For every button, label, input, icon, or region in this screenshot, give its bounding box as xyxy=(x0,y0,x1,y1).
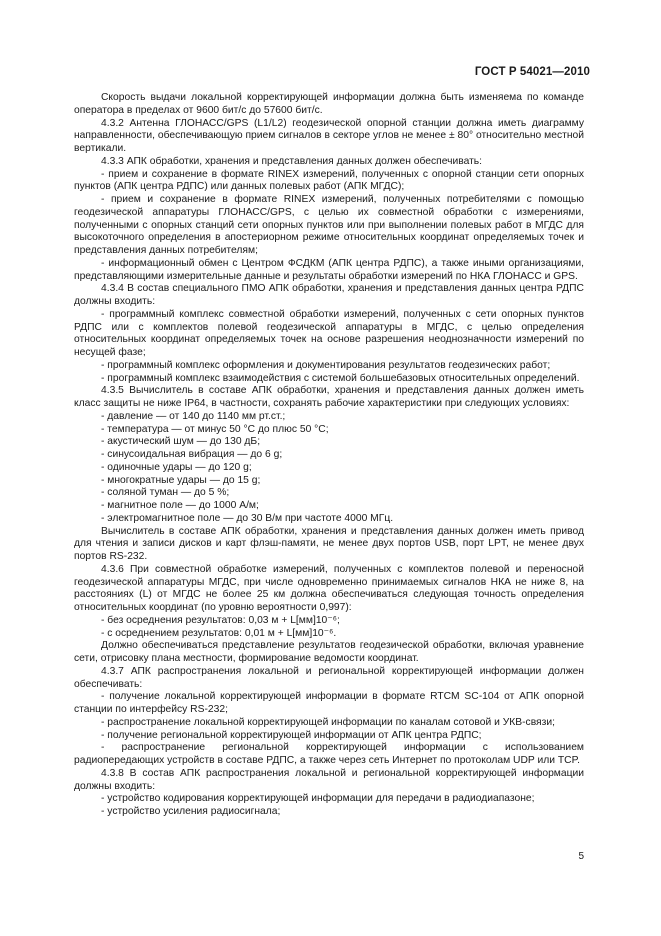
paragraph: Должно обеспечиваться представление результатов геодезической обработки, включая уравнение сети, отрисовку плана местности, формирование ведомости координат. xyxy=(74,640,584,664)
list-item: - соляной туман — до 5 %; xyxy=(101,487,230,499)
list-item: - акустический шум — до 130 дБ; xyxy=(101,436,261,448)
list-item: - прием и сохранение в формате RINEX измерений, полученных потребителями с помощью геодезической аппаратуры ГЛОНАСС/GPS, с целью их совместной обработки с измерениями, полученными с опорных станций сети опорных пунктов или при выполнении полевых работ в МГДС для высокоточного определения в апостериорном режиме относительных координат определяемых точек и представления данных потребителям; xyxy=(74,194,584,256)
paragraph-4-3-2: 4.3.2 Антенна ГЛОНАСС/GPS (L1/L2) геодезической опорной станции должна иметь диаграмму направленности, обеспечивающую прием сигналов в секторе углов не менее ± 80° относительно местной вертикали. xyxy=(74,117,584,154)
list-item: - программный комплекс оформления и документирования результатов геодезических работ; xyxy=(101,359,551,371)
list-item: - устройство кодирования корректирующей информации для передачи в радиодиапазоне; xyxy=(101,793,535,805)
list-item: - получение локальной корректирующей информации в формате RTCM SC-104 от АПК опорной станции по интерфейсу RS-232; xyxy=(74,691,584,715)
paragraph-4-3-8: 4.3.8 В состав АПК распространения локальной и региональной корректирующей информации должны входить: xyxy=(74,767,584,792)
list-item: - магнитное поле — до 1000 А/м; xyxy=(101,500,259,511)
page-number: 5 xyxy=(578,851,584,862)
paragraph-4-3-6: 4.3.6 При совместной обработке измерений, полученных с комплектов полевой и переносной геодезической аппаратуры МГДС, при числе одновременно принимаемых сигналов НКА не ниже 8, на расстояниях (L) от МГДС не более 25 км должна обеспечиваться следующая точность определения относительных координат (по уровню вероятности 0,997): xyxy=(74,563,584,613)
list-item: - температура — от минус 50 °С до плюс 50 °С; xyxy=(101,423,329,435)
list-item: - электромагнитное поле — до 30 В/м при частоте 4000 МГц. xyxy=(101,512,394,524)
list-item: - многократные удары — до 15 g; xyxy=(101,474,261,486)
paragraph-4-3-7: 4.3.7 АПК распространения локальной и региональной корректирующей информации должен обеспечивать: xyxy=(74,665,584,690)
list-item: - получение региональной корректирующей информации от АПК центра РДПС; xyxy=(101,729,482,741)
document-code-header: ГОСТ Р 54021—2010 xyxy=(474,66,590,78)
list-item: - распространение локальной корректирующей информации по каналам сотовой и УКВ-связи; xyxy=(101,716,555,728)
list-item: - синусоидальная вибрация — до 6 g; xyxy=(101,449,283,460)
paragraph-4-3-4: 4.3.4 В состав специального ПМО АПК обработки, хранения и представления данных центра РДПС должны входить: xyxy=(74,283,584,307)
paragraph-4-3-3: 4.3.3 АПК обработки, хранения и представления данных должен обеспечивать: xyxy=(101,155,483,167)
paragraph-4-3-5: 4.3.5 Вычислитель в составе АПК обработки, хранения и представления данных должен иметь класс защиты не ниже IP64, в частности, сохранять рабочие характеристики при следующих условиях: xyxy=(74,385,584,409)
list-item: - давление — от 140 до 1140 мм рт.ст.; xyxy=(101,410,286,422)
list-item: - одиночные удары — до 120 g; xyxy=(101,461,252,473)
paragraph: Вычислитель в составе АПК обработки, хранения и представления данных должен иметь привод для чтения и записи дисков и карт флэш-памяти, не менее двух портов USB, порт LPT, не менее двух портов RS-232. xyxy=(74,525,584,562)
list-item: - устройство усиления радиосигнала; xyxy=(101,806,281,817)
paragraph: Скорость выдачи локальной корректирующей информации должна быть изменяема по команде оператора в пределах от 9600 бит/с до 57600 бит/с. xyxy=(74,92,584,116)
list-item: - с осреднением результатов: 0,01 м + L[мм]10⁻⁶. xyxy=(101,627,337,639)
list-item: - информационный обмен с Центром ФСДКМ (АПК центра РДПС), а также иными организациями, представляющими измерительные данные и результаты обработки измерений по НКА ГЛОНАСС и GPS. xyxy=(74,257,584,282)
list-item: - без осреднения результатов: 0,03 м + L[мм]10⁻⁶; xyxy=(101,614,340,626)
list-item: - программный комплекс совместной обработки измерений, полученных с сети опорных пунктов РДПС или с комплектов полевой геодезической аппаратуры в МГДС, с целью определения относительных координат определяемых точек на основе разрешения неоднозначности измерений по несущей фазе; xyxy=(74,308,584,358)
list-item: - программный комплекс взаимодействия с системой большебазовых относительных определений. xyxy=(101,372,580,384)
page-body xyxy=(74,92,584,819)
list-item: - распространение региональной корректирующей информации с использованием радиопередающих устройств в составе РДПС, а также через сеть Интернет по протоколам UDP или TCP. xyxy=(74,742,584,766)
list-item: - прием и сохранение в формате RINEX измерений, полученных с опорной станции сети опорных пунктов (АПК центра РДПС) или данных полевых работ (АПК МГДС); xyxy=(74,168,584,193)
